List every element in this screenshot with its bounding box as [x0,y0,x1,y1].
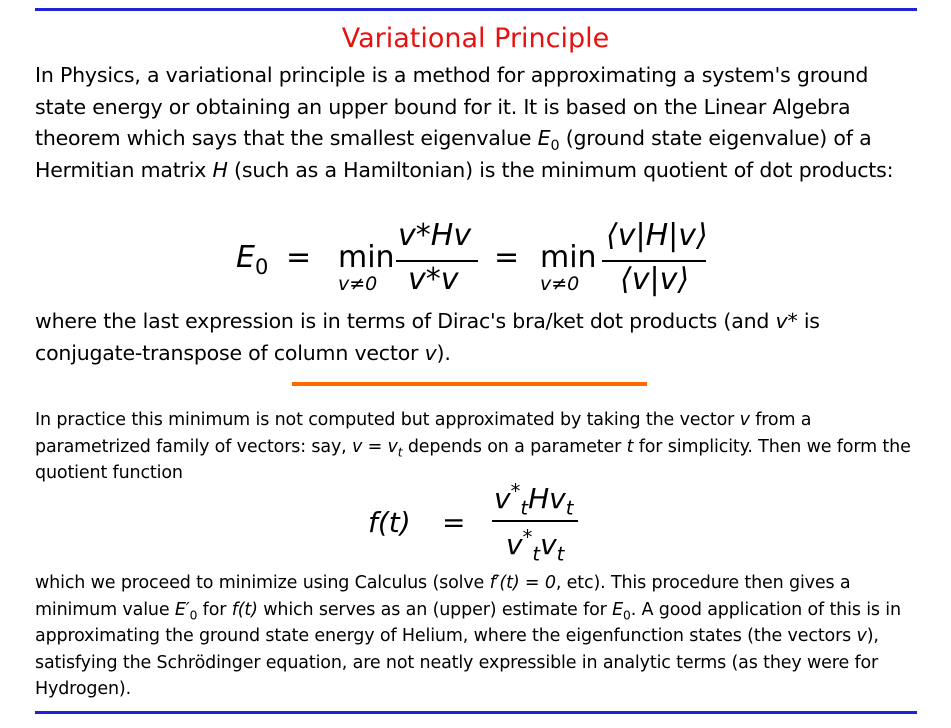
practice-paragraph: In practice this minimum is not computed but approximated by taking the vector v from a parametrized family of vectors: say, $v = v_t$ depends on a parameter t for simplicity. Then we form the quotient function [35,410,911,483]
variational-equation [236,218,736,298]
eq1-min-1: min [338,240,395,275]
eq1-equals-2: = [494,240,520,275]
top-rule [35,8,917,11]
eq1-num-2: ⟨v|H|v⟩ [606,218,708,253]
slide-title: Variational Principle [341,23,610,54]
eq1-cond-2: v≠0 [540,273,580,295]
eq2-fraction-bar [492,520,578,522]
eq1-lhs: $E_0$ [236,240,269,279]
eq1-num-1: v*Hv [398,218,472,253]
intro-paragraph: In Physics, a variational principle is a method for approximating a system's ground state energy or obtaining an upper bound for it. It is based on the Linear Algebra theorem which says that the smallest eigenvalue $E_0$ (ground state eigenvalue) of a Hermitian matrix H (such as a Hamiltonian) is the minimum quotient of dot products: [35,63,894,182]
bottom-rule [35,711,917,714]
eq1-cond-1: v≠0 [338,273,378,295]
eq1-min-2: min [540,240,597,275]
eq2-equals: = [442,506,466,539]
quotient-function-equation [368,480,628,570]
eq2-numerator: $v^*_tHv_t$ [494,479,574,520]
dirac-paragraph: where the last expression is in terms of Dirac's bra/ket dot products (and v* is conjugate-transpose of column vector v). [35,309,820,365]
eq1-den-2: ⟨v|v⟩ [620,262,690,297]
eq2-lhs: f(t) [368,506,411,539]
eq2-denominator: $v^*_tv_t$ [506,525,565,566]
eq1-equals-1: = [286,240,312,275]
section-divider [292,382,647,386]
calculus-paragraph: which we proceed to minimize using Calculus (solve f′(t) = 0, etc). This procedure then gives a minimum value $E'_0$ for f(t) which serves as an (upper) estimate for $E_0$. A good application of this is in approximating the ground state energy of Helium, where the eigenfunction states (the vectors v), satisfying the Schrödinger equation, are not neatly expressible in analytic terms (as they were for Hydrogen). [35,573,901,699]
eq1-den-1: v*v [408,262,459,297]
